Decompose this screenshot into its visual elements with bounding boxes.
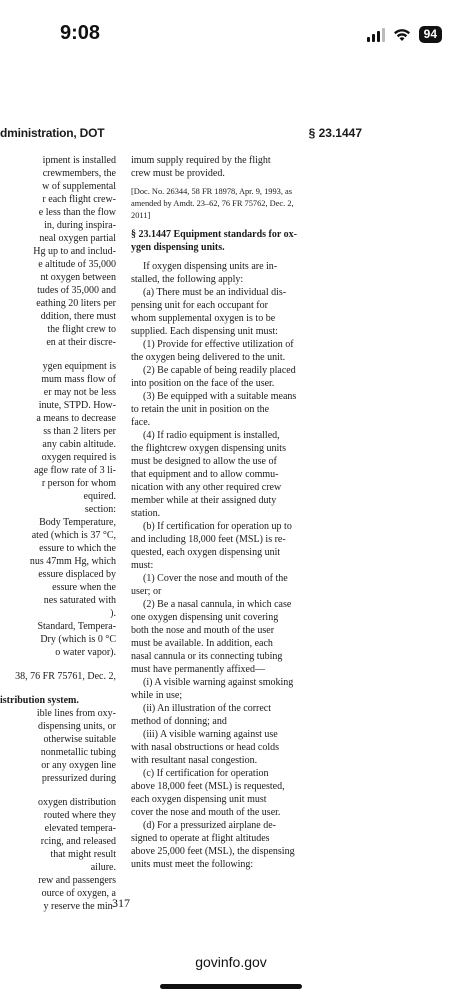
body-text-line: pensing unit for each occupant for (131, 300, 268, 311)
url-label[interactable]: govinfo.gov (195, 954, 267, 970)
left-text-line: er may not be less (43, 387, 116, 398)
body-text-line: (iii) A visible warning against use (143, 729, 278, 740)
body-text-line: (3) Be equipped with a suitable means (143, 391, 297, 402)
left-text-line: e altitude of 35,000 (38, 259, 116, 270)
body-text-line: into position on the face of the user. (131, 378, 275, 389)
left-text-line: mum mass flow of (41, 374, 116, 385)
right-intro-line: crew must be provided. (131, 168, 225, 179)
body-text-line: both the nose and mouth of the user (131, 625, 275, 636)
left-text-line: ). (110, 608, 116, 619)
section-title-line: ygen dispensing units. (131, 242, 225, 253)
body-text-line: above 25,000 feet (MSL), the dispensing (131, 846, 295, 857)
body-text-line: with resultant nasal congestion. (131, 755, 258, 766)
left-text-line: ailure. (90, 862, 116, 873)
left-text-line: any cabin altitude. (42, 439, 116, 450)
body-text-line: whom supplemental oxygen is to be (131, 313, 276, 324)
left-text-line: equired. (83, 491, 116, 502)
body-text-line: member while at their assigned duty (131, 495, 277, 506)
left-text-line: elevated tempera- (44, 823, 116, 834)
left-text-line: section: (84, 504, 116, 515)
body-text-line: (2) Be capable of being readily placed (143, 365, 296, 376)
left-text-line: rcing, and released (40, 836, 116, 847)
left-text-line: the flight crew to (47, 324, 116, 335)
left-text-line: oxygen distribution (37, 797, 116, 808)
citation-line: [Doc. No. 26344, 58 FR 18978, Apr. 9, 1993, as (131, 187, 292, 196)
right-intro-line: imum supply required by the flight (131, 155, 271, 166)
body-text-line: supplied. Each dispensing unit must: (131, 326, 278, 337)
body-text-line: the flightcrew oxygen dispensing units (131, 443, 286, 454)
body-text-line: and including 18,000 feet (MSL) is re- (131, 534, 286, 545)
left-text-line: ource of oxygen, a (41, 888, 116, 899)
body-text-line: (4) If radio equipment is installed, (143, 430, 280, 441)
body-text-line: If oxygen dispensing units are in- (143, 261, 278, 272)
body-text-line: signed to operate at flight altitudes (131, 833, 270, 844)
body-text-line: (d) For a pressurized airplane de- (143, 820, 276, 831)
left-text-line: tudes of 35,000 and (37, 285, 116, 296)
body-text-line: with nasal obstructions or head colds (131, 742, 280, 753)
left-text-line: Body Temperature, (39, 517, 116, 528)
page-number: 317 (112, 896, 130, 910)
left-text-line: routed where they (43, 810, 116, 821)
body-text-line: (ii) An illustration of the correct (143, 703, 272, 714)
body-text-line: user; or (131, 586, 162, 597)
body-text-line: must have permanently affixed— (131, 664, 265, 675)
left-text-line: nus 47mm Hg, which (29, 556, 116, 567)
body-text-line: face. (131, 417, 151, 428)
body-text-line: (1) Provide for effective utilization of (143, 339, 294, 350)
body-text-line: quested, each oxygen dispensing unit (131, 547, 281, 558)
left-text-line: nonmetallic tubing (40, 747, 116, 758)
left-text-line: in, during inspira- (44, 220, 116, 231)
left-text-line: nt oxygen between (40, 272, 116, 283)
body-text-line: the oxygen being delivered to the unit. (131, 352, 286, 363)
left-text-line: ated (which is 37 °C, (31, 530, 116, 541)
body-text-line: stalled, the following apply: (131, 274, 244, 285)
document-page[interactable] (0, 70, 462, 928)
browser-bottom-bar (0, 928, 462, 1000)
home-indicator[interactable] (160, 984, 302, 989)
body-text-line: above 18,000 feet (MSL) is requested, (131, 781, 285, 792)
battery-indicator: 94 (419, 26, 442, 43)
left-text-line: en at their discre- (46, 337, 116, 348)
left-text-line: ddition, there must (40, 311, 116, 322)
body-text-line: station. (131, 508, 161, 519)
left-text-line: ygen equipment is (42, 361, 116, 372)
left-text-line: 38, 76 FR 75761, Dec. 2, (15, 671, 116, 682)
body-text-line: must be designed to allow the use of (131, 456, 277, 467)
status-bar (0, 0, 462, 70)
wifi-icon (393, 28, 411, 42)
left-text-line: o water vapor). (55, 647, 116, 658)
left-text-line: age flow rate of 3 li- (34, 465, 116, 476)
left-text-line: y reserve the min- (43, 901, 116, 912)
left-text-line: that might result (50, 849, 116, 860)
left-text-line: nes saturated with (43, 595, 116, 606)
left-text-line: r person for whom (41, 478, 116, 489)
page-header-agency: dministration, DOT (0, 126, 105, 140)
body-text-line: to retain the unit in position on the (131, 404, 270, 415)
page-header-section: § 23.1447 (308, 126, 362, 140)
left-text-line: essure displaced by (38, 569, 116, 580)
left-text-line: otherwise suitable (43, 734, 116, 745)
body-text-line: units must meet the following: (131, 859, 254, 870)
body-text-line: (a) There must be an individual dis- (143, 287, 287, 298)
left-text-line: essure when the (52, 582, 116, 593)
body-text-line: nasal cannula or its connecting tubing (131, 651, 283, 662)
left-text-line: rew and passengers (38, 875, 116, 886)
right-column-text (131, 154, 362, 871)
left-text-line: or any oxygen line (41, 760, 116, 771)
body-text-line: (2) Be a nasal cannula, in which case (143, 599, 292, 610)
body-text-line: nication with any other required crew (131, 482, 282, 493)
left-text-line: inute, STPD. How- (38, 400, 116, 411)
body-text-line: cover the nose and mouth of the user. (131, 807, 281, 818)
left-text-line: istribution system. (0, 695, 79, 706)
body-text-line: method of donning; and (131, 716, 227, 727)
left-text-line: oxygen required is (41, 452, 116, 463)
left-text-line: pressurized during (41, 773, 116, 784)
left-text-line: ss than 2 liters per (43, 426, 116, 437)
left-text-line: eathing 20 liters per (36, 298, 116, 309)
status-icons (367, 26, 442, 43)
body-text-line: that equipment and to allow commu- (131, 469, 279, 480)
left-text-line: crewmembers, the (42, 168, 116, 179)
left-text-line: Standard, Tempera- (37, 621, 116, 632)
left-text-line: neal oxygen partial (39, 233, 116, 244)
left-text-line: r each flight crew- (42, 194, 116, 205)
left-text-line: w of supplemental (42, 181, 116, 192)
left-column-text (0, 154, 116, 913)
left-text-line: Hg up to and includ- (33, 246, 116, 257)
left-text-line: ible lines from oxy- (36, 708, 116, 719)
body-text-line: must: (131, 560, 154, 571)
section-title-line: § 23.1447 Equipment standards for ox- (131, 229, 297, 240)
body-text-line: (1) Cover the nose and mouth of the (143, 573, 288, 584)
body-text-line: (i) A visible warning against smoking (143, 677, 294, 688)
left-text-line: Dry (which is 0 °C (40, 634, 116, 645)
cellular-signal-icon (367, 28, 385, 42)
left-text-line: essure to which the (39, 543, 116, 554)
left-text-line: ipment is installed (42, 155, 116, 166)
body-text-line: (b) If certification for operation up to (143, 521, 292, 532)
body-text-line: one oxygen dispensing unit covering (131, 612, 279, 623)
citation-line: 2011] (131, 211, 151, 220)
body-text-line: must be available. In addition, each (131, 638, 273, 649)
body-text-line: each oxygen dispensing unit must (131, 794, 267, 805)
status-time: 9:08 (60, 22, 101, 44)
left-text-line: a means to decrease (36, 413, 116, 424)
left-text-line: e less than the flow (38, 207, 116, 218)
left-text-line: dispensing units, or (37, 721, 116, 732)
citation-line: amended by Amdt. 23–62, 76 FR 75762, Dec. 2, (131, 199, 294, 208)
body-text-line: (c) If certification for operation (143, 768, 269, 779)
body-text-line: while in use; (131, 690, 183, 701)
